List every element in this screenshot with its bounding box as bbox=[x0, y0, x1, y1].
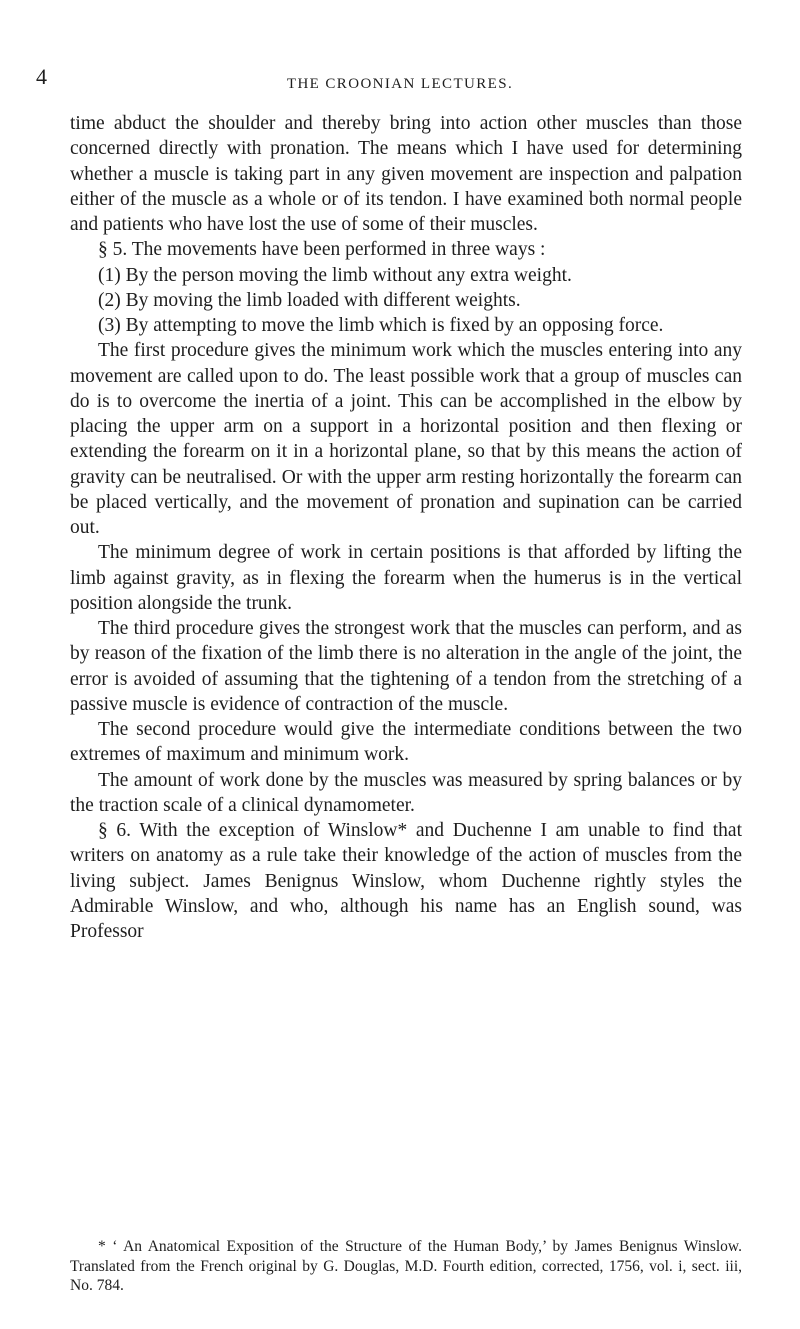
paragraph: The amount of work done by the muscles was measured by spring balances or by the traction scale of a clinical dynamometer. bbox=[70, 769, 742, 816]
section-paragraph: § 6. With the exception of Winslow* and Duchenne I am unable to find that writers on anatomy as a rule take their knowledge of the action of muscles from the living subject. James Benignus Winslow, whom Duchenne rightly styles the Admirable Winslow, and who, although his name has an English sound, was Professor bbox=[70, 820, 742, 942]
footnote bbox=[70, 1237, 742, 1296]
running-title: THE CROONIAN LECTURES. bbox=[286, 76, 514, 92]
paragraph: The second procedure would give the intermediate conditions between the two extremes of maximum and minimum work. bbox=[70, 719, 742, 766]
paragraph: The minimum degree of work in certain positions is that afforded by lifting the limb against gravity, as in flexing the forearm when the humerus is in the vertical position alongside the trunk. bbox=[70, 542, 742, 614]
paragraph: The third procedure gives the strongest work that the muscles can perform, and as by reason of the fixation of the limb there is no alteration in the angle of the joint, the error is avoided of assuming that the tightening of a tendon from the stretching of a passive muscle is evidence of contraction of the muscle. bbox=[70, 618, 742, 715]
footnote-text: * ‘ An Anatomical Exposition of the Structure of the Human Body,’ by James Benignus Winslow. Translated from the French original by G. Douglas, M.D. Fourth edition, corrected, 1756, vol. i, sect. iii, No. 784. bbox=[70, 1238, 742, 1294]
main-text bbox=[70, 111, 742, 944]
section-heading-paragraph: § 5. The movements have been performed in three ways : bbox=[98, 239, 546, 261]
numbered-item: (1) By the person moving the limb without any extra weight. bbox=[98, 264, 572, 286]
numbered-item: (2) By moving the limb loaded with different weights. bbox=[98, 289, 521, 311]
page-number: 4 bbox=[36, 64, 47, 89]
paragraph: time abduct the shoulder and thereby bring into action other muscles than those concerned directly with pronation. The means which I have used for determining whether a muscle is taking part in any given movement are inspection and palpation either of the muscle as a whole or of its tendon. I have examined both normal people and patients who have lost the use of some of their muscles. bbox=[70, 113, 742, 235]
numbered-item: (3) By attempting to move the limb which is fixed by an opposing force. bbox=[98, 315, 664, 336]
paragraph: The first procedure gives the minimum work which the muscles entering into any movement are called upon to do. The least possible work that a group of muscles can do is to overcome the inertia of a joint. This can be accomplished in the elbow by placing the upper arm on a support in a horizontal position and then flexing or extending the forearm on it in a horizontal plane, so that by this means the action of gravity can be neutralised. Or with the upper arm resting horizontally the forearm can be placed vertically, and the movement of pronation and supination can be carried out. bbox=[70, 340, 742, 538]
